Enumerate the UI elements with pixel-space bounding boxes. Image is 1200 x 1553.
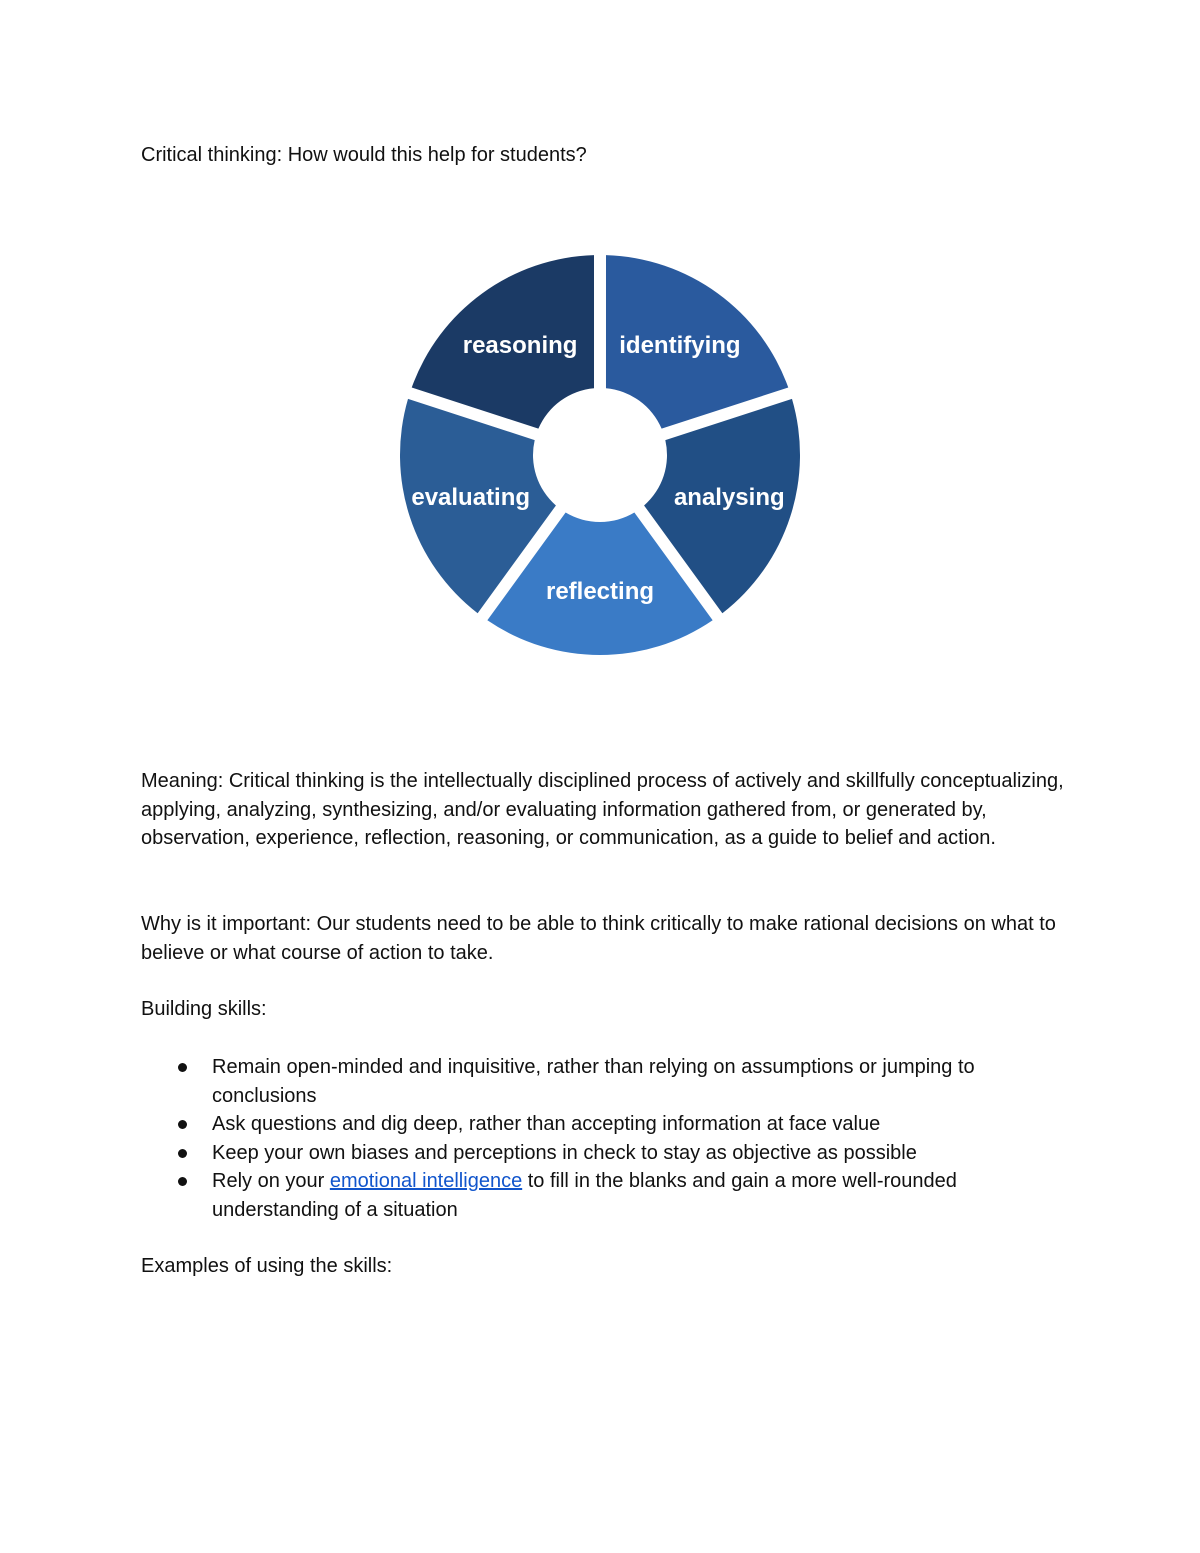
wheel-label-reflecting: reflecting <box>545 578 655 605</box>
examples-heading: Examples of using the skills: <box>141 1255 393 1277</box>
document-title: Critical thinking: How would this help for students? <box>141 144 587 166</box>
wheel-label-identifying: identifying <box>619 332 741 359</box>
emotional-intelligence-link[interactable]: emotional intelligence <box>329 1170 523 1192</box>
list-item <box>141 1139 1066 1168</box>
meaning-paragraph: Meaning: Critical thinking is the intellectually disciplined process of actively and skillfully conceptualizing, applying, analyzing, synthesizing, and/or evaluating information gathered from, or generated by, observation, experience, reflection, reasoning, or communication, as a guide to belief and action. <box>141 770 1064 849</box>
list-item <box>141 1167 1066 1224</box>
list-item-text-before: Rely on your <box>212 1170 330 1192</box>
skills-list <box>141 1053 1066 1224</box>
list-item-text: Remain open-minded and inquisitive, rather than relying on assumptions or jumping to conclusions <box>212 1056 975 1107</box>
building-skills-heading: Building skills: <box>141 998 267 1020</box>
wheel-label-evaluating: evaluating <box>411 484 531 511</box>
bullet-icon <box>178 1177 187 1186</box>
wheel-label-reasoning: reasoning <box>462 332 578 359</box>
bullet-icon <box>178 1149 187 1158</box>
list-item-text: Ask questions and dig deep, rather than accepting information at face value <box>212 1113 881 1135</box>
wheel-label-analysing: analysing <box>673 484 785 511</box>
list-item <box>141 1110 1066 1139</box>
list-item-text: Keep your own biases and perceptions in check to stay as objective as possible <box>212 1141 917 1164</box>
critical-thinking-wheel <box>390 245 810 665</box>
bullet-icon <box>178 1063 187 1072</box>
bullet-icon <box>178 1120 187 1129</box>
list-item-text-after: to fill in the blanks and gain a more well-rounded understanding of a situation <box>212 1170 957 1221</box>
importance-paragraph: Why is it important: Our students need to be able to think critically to make rational decisions on what to believe or what course of action to take. <box>141 913 1056 964</box>
list-item <box>141 1053 1066 1110</box>
